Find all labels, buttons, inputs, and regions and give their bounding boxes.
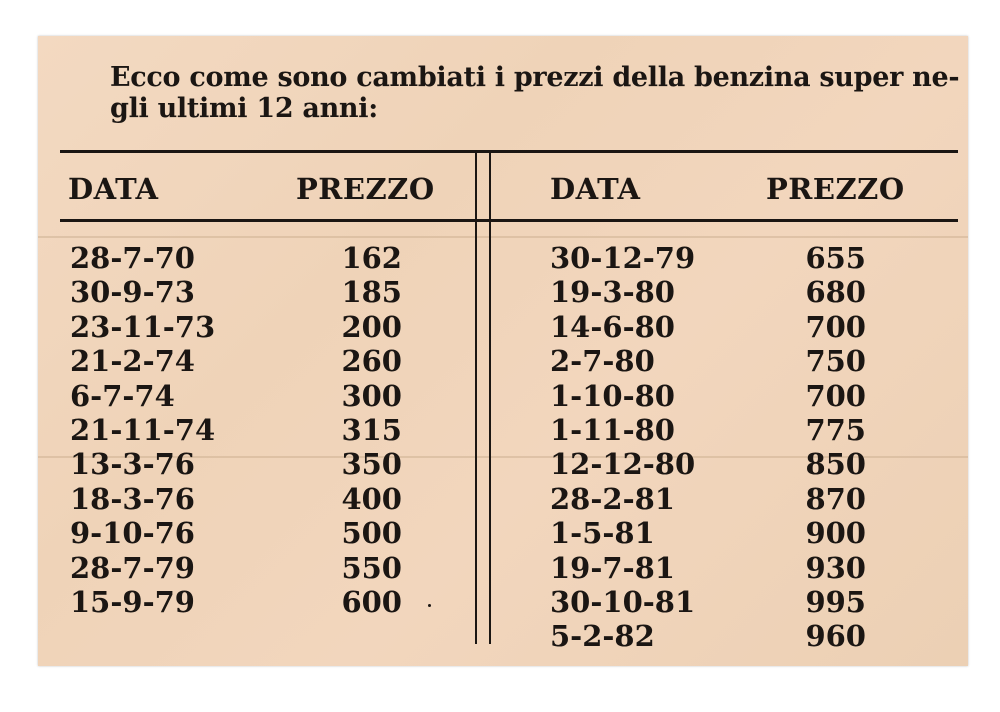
table-cell-date: 30-12-79 <box>550 241 696 275</box>
table-cell-price: 960 <box>805 619 866 654</box>
table-cell-date: 14-6-80 <box>550 309 675 344</box>
table-cell-date: 21-11-74 <box>70 412 216 447</box>
right-date-column <box>550 241 695 654</box>
left-date-column <box>70 241 215 619</box>
table-cell-price: 300 <box>341 378 402 413</box>
table-cell-price: 930 <box>805 550 866 585</box>
table-cell-price: 700 <box>805 378 866 413</box>
table-cell-price: 775 <box>805 412 866 447</box>
table-cell-date: 19-3-80 <box>550 275 675 310</box>
table-cell-price: 870 <box>805 481 866 516</box>
table-cell-date: 23-11-73 <box>70 309 216 344</box>
table-cell-date: 28-2-81 <box>550 481 675 516</box>
table-cell-price: 185 <box>341 275 402 310</box>
paper-fold-line <box>38 236 968 238</box>
table-cell-date: 13-3-76 <box>70 447 195 482</box>
table-cell-price: 680 <box>805 275 866 310</box>
table-header-rule <box>60 219 958 222</box>
header-price-right: PREZZO <box>766 172 905 206</box>
table-cell-date: 18-3-76 <box>70 481 195 516</box>
table-top-rule <box>60 150 958 153</box>
table-cell-price: 900 <box>805 516 866 551</box>
column-separator <box>475 150 477 644</box>
table-cell-price: 655 <box>805 241 866 275</box>
table-cell-date: 9-10-76 <box>70 516 195 551</box>
right-price-column <box>782 241 866 654</box>
table-cell-date: 1-11-80 <box>550 412 675 447</box>
table-cell-date: 6-7-74 <box>70 378 175 413</box>
header-price-left: PREZZO <box>296 172 435 206</box>
left-price-column <box>318 241 402 619</box>
table-cell-price: 550 <box>341 550 402 585</box>
table-cell-date: 1-10-80 <box>550 378 675 413</box>
table-cell-price: 315 <box>341 412 402 447</box>
header-date-right: DATA <box>550 172 641 206</box>
header-date-left: DATA <box>68 172 159 206</box>
table-cell-date: 30-10-81 <box>550 584 696 619</box>
table-cell-date: 12-12-80 <box>550 447 696 482</box>
ink-speck <box>428 604 431 607</box>
table-cell-price: 850 <box>805 447 866 482</box>
table-cell-date: 1-5-81 <box>550 516 655 551</box>
table-cell-date: 15-9-79 <box>70 584 195 619</box>
table-cell-price: 700 <box>805 309 866 344</box>
table-cell-price: 600 <box>341 584 402 619</box>
headline-line-1: Ecco come sono cambiati i prezzi della benzina super ne- <box>110 62 960 93</box>
table-cell-date: 28-7-70 <box>70 241 195 275</box>
table-cell-price: 200 <box>341 309 402 344</box>
table-cell-date: 28-7-79 <box>70 550 195 585</box>
column-separator <box>489 150 491 644</box>
table-cell-price: 350 <box>341 447 402 482</box>
table-cell-date: 2-7-80 <box>550 344 655 379</box>
headline <box>110 62 960 124</box>
table-cell-price: 260 <box>341 344 402 379</box>
table-cell-date: 5-2-82 <box>550 619 655 654</box>
table-cell-date: 21-2-74 <box>70 344 195 379</box>
table-cell-price: 400 <box>341 481 402 516</box>
headline-line-2: gli ultimi 12 anni: <box>110 93 378 124</box>
table-cell-price: 500 <box>341 516 402 551</box>
table-cell-date: 30-9-73 <box>70 275 195 310</box>
table-cell-price: 162 <box>341 241 402 275</box>
newspaper-clipping <box>38 36 968 666</box>
table-cell-date: 19-7-81 <box>550 550 675 585</box>
table-cell-price: 750 <box>805 344 866 379</box>
table-cell-price: 995 <box>805 584 866 619</box>
